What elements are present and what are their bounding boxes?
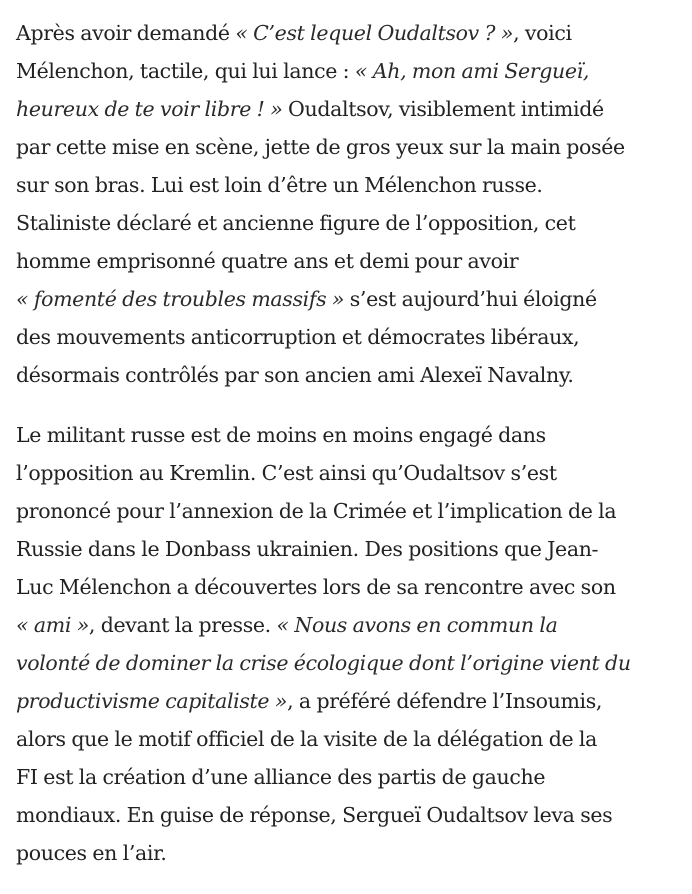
quote-text: volonté de dominer la crise écologique dont l’origine vient du xyxy=(16,651,631,675)
body-text: Après avoir demandé xyxy=(16,21,236,45)
text-line xyxy=(16,758,681,796)
body-text: Luc Mélenchon a découvertes lors de sa rencontre avec son xyxy=(16,575,616,599)
text-line xyxy=(16,454,681,492)
body-text: des mouvements anticorruption et démocrates libéraux, xyxy=(16,325,580,349)
text-line xyxy=(16,720,681,758)
text-line xyxy=(16,568,681,606)
quote-text: heureux de te voir libre ! » xyxy=(16,97,283,121)
body-text: , voici xyxy=(513,21,572,45)
body-text: Mélenchon, tactile, qui lui lance : xyxy=(16,59,355,83)
body-text: alors que le motif officiel de la visite de la délégation de la xyxy=(16,727,598,751)
body-text: Russie dans le Donbass ukrainien. Des positions que Jean- xyxy=(16,537,599,561)
body-text: prononcé pour l’annexion de la Crimée et l’implication de la xyxy=(16,499,617,523)
text-line xyxy=(16,644,681,682)
body-text: s’est aujourd’hui éloigné xyxy=(344,287,597,311)
text-line xyxy=(16,356,681,394)
body-text: pouces en l’air. xyxy=(16,841,167,865)
text-line xyxy=(16,90,681,128)
text-line xyxy=(16,796,681,834)
body-text: désormais contrôlés par son ancien ami Alexeï Navalny. xyxy=(16,363,574,387)
text-line xyxy=(16,14,681,52)
body-text: , a préféré défendre l’Insoumis, xyxy=(287,689,603,713)
article-body xyxy=(16,14,681,894)
text-line xyxy=(16,52,681,90)
paragraph-1 xyxy=(16,14,681,394)
text-line xyxy=(16,682,681,720)
body-text: par cette mise en scène, jette de gros yeux sur la main posée xyxy=(16,135,625,159)
body-text: l’opposition au Kremlin. C’est ainsi qu’Oudaltsov s’est xyxy=(16,461,557,485)
quote-text: « Ah, mon ami Sergueï, xyxy=(354,59,590,83)
body-text: Oudaltsov, visiblement intimidé xyxy=(282,97,604,121)
text-line xyxy=(16,530,681,568)
body-text: sur son bras. Lui est loin d’être un Mélenchon russe. xyxy=(16,173,543,197)
body-text: Le militant russe est de moins en moins engagé dans xyxy=(16,423,546,447)
text-line xyxy=(16,242,681,280)
body-text: homme emprisonné quatre ans et demi pour avoir xyxy=(16,249,519,273)
body-text: FI est la création d’une alliance des partis de gauche xyxy=(16,765,546,789)
body-text: , devant la presse. xyxy=(88,613,277,637)
quote-text: productivisme capitaliste » xyxy=(16,689,288,713)
text-line xyxy=(16,128,681,166)
text-line xyxy=(16,318,681,356)
paragraph-2 xyxy=(16,416,681,872)
body-text: mondiaux. En guise de réponse, Sergueï Oudaltsov leva ses xyxy=(16,803,613,827)
quote-text: « Nous avons en commun la xyxy=(276,613,558,637)
text-line xyxy=(16,204,681,242)
text-line xyxy=(16,606,681,644)
text-line xyxy=(16,416,681,454)
text-line xyxy=(16,492,681,530)
text-line xyxy=(16,834,681,872)
quote-text: « fomenté des troubles massifs » xyxy=(16,287,345,311)
body-text: Staliniste déclaré et ancienne figure de l’opposition, cet xyxy=(16,211,576,235)
text-line xyxy=(16,280,681,318)
quote-text: « C’est lequel Oudaltsov ? » xyxy=(235,21,514,45)
text-line xyxy=(16,166,681,204)
quote-text: « ami » xyxy=(16,613,89,637)
